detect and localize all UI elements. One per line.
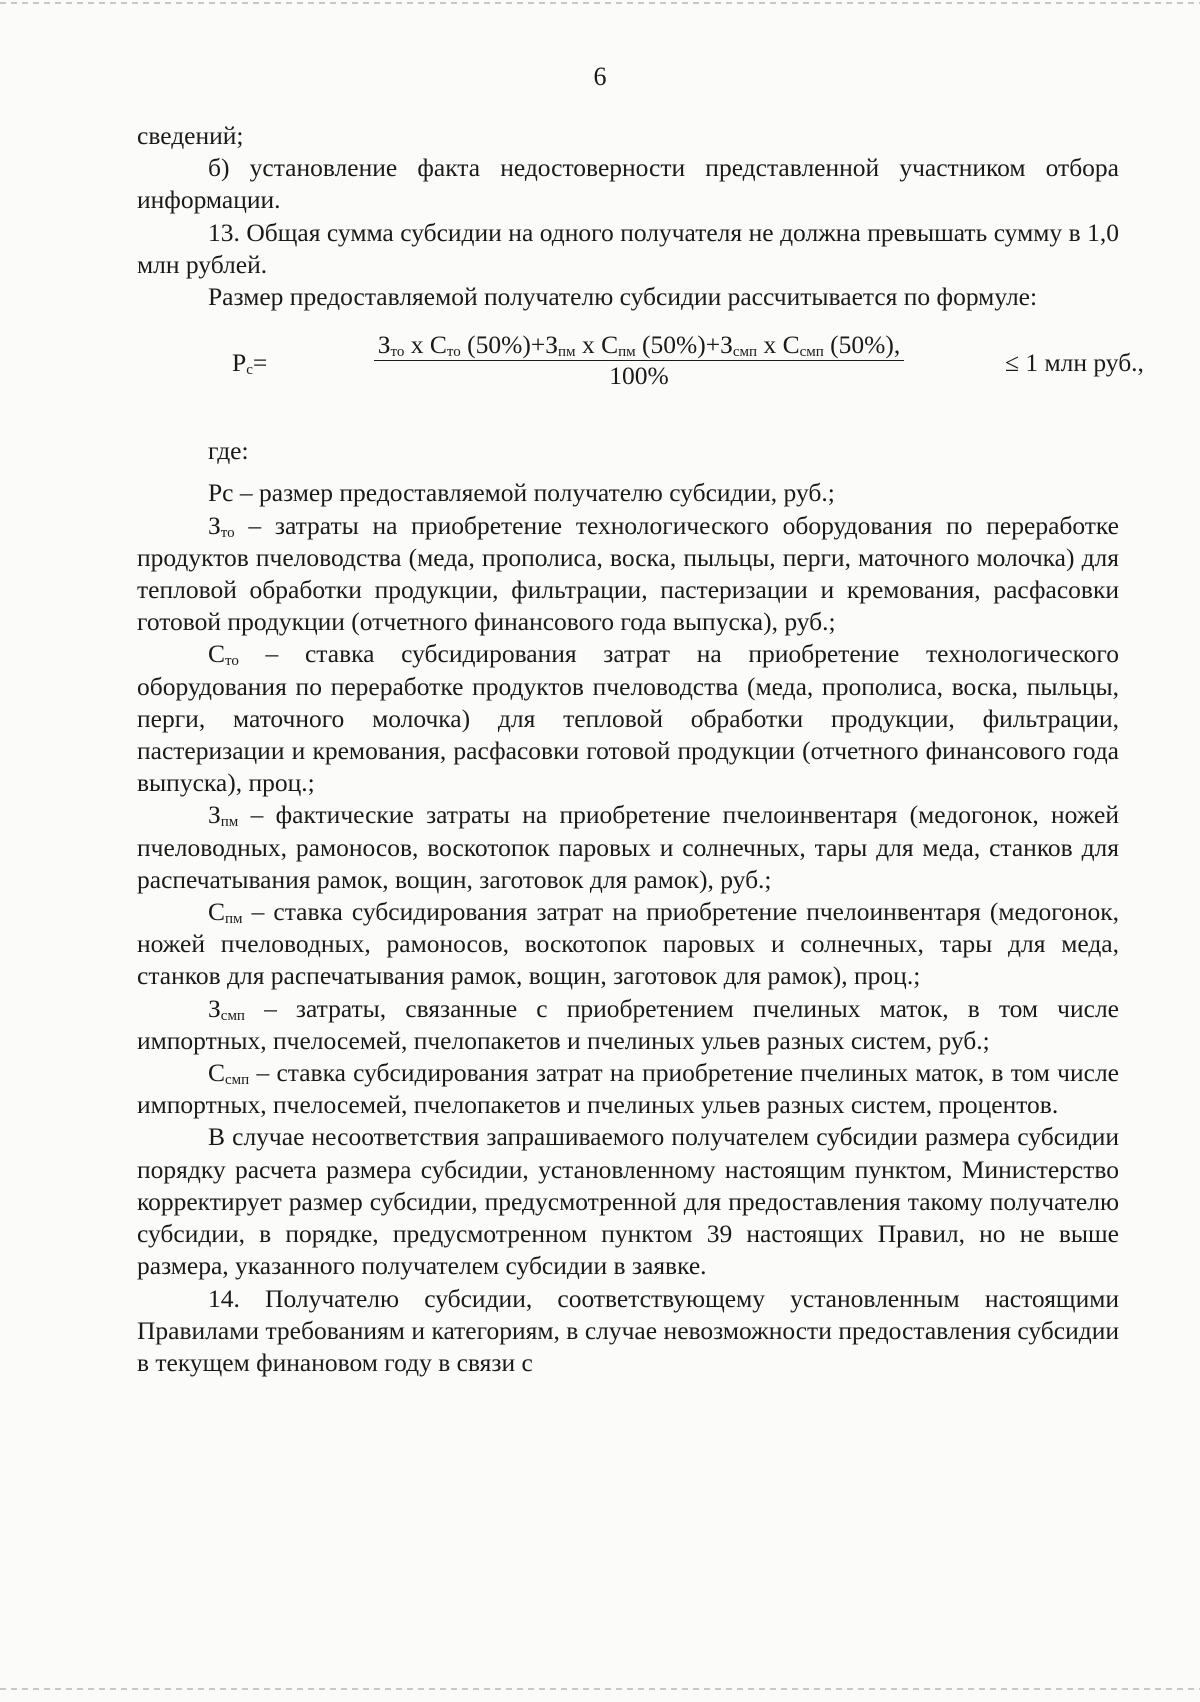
document-body: [137, 120, 1144, 1379]
paragraph-mismatch-correction: В случае несоответствия запрашиваемого получателем субсидии размера субсидии порядку расчета размера субсидии, установленному настоящим пунктом, Министерство корректирует размер субсидии, предусмотренной для предоставления такому получателю субсидии, в порядке, предусмотренном пунктом 39 настоящих Правил, но не выше размера, указанного получателем субсидии в заявке.: [137, 1122, 1119, 1281]
page-number: 6: [593, 62, 607, 91]
definition-sto: $С_{то}$ – ставка субсидирования затрат на приобретение технологического оборудования по переработке продуктов пчеловодства (меда, прополиса, воска, пыльцы, перги, маточного молочка) для тепловой обработки продукции, фильтрации, пастеризации и кремования, расфасовки готовой продукции (отчетного финансового года выпуска), проц.;: [137, 639, 1119, 798]
paragraph-clause-14: 14. Получателю субсидии, соответствующему установленным настоящими Правилами требованиям и категориям, в случае невозможности предоставления субсидии в текущем финановом году в связи с: [137, 1283, 1119, 1377]
paragraph-where: где:: [208, 436, 249, 466]
formula-fraction: [279, 329, 999, 391]
formula-lhs: $P_с=$: [232, 348, 268, 379]
formula-denominator: 100%: [609, 361, 669, 391]
paragraph-clause-13: 13. Общая сумма субсидии на одного получателя не должна превышать сумму в 1,0 млн рублей.: [137, 217, 1119, 279]
definition-pc: Pс – размер предоставляемой получателю субсидии, руб.;: [208, 478, 835, 508]
definition-zto: $З_{то}$ – затраты на приобретение технологического оборудования по переработке продуктов пчеловодства (меда, прополиса, воска, пыльцы, перги, маточного молочка) для тепловой обработки продукции, фильтрации, пастеризации и кремования, расфасовки готовой продукции (отчетного финансового года выпуска), руб.;: [137, 510, 1119, 637]
definition-ssmp: $С_{смп}$ – ставка субсидирования затрат на приобретение пчелиных маток, в том числе импортных, пчелосемей, пчелопакетов и пчелиных ульев разных систем, процентов.: [137, 1058, 1119, 1120]
paragraph-continuation: сведений;: [137, 121, 244, 150]
formula-numerator: $З_{то}$ х $С_{то}$ $(50\%)+З_{пм}$ х $С_{пм}$ $(50\%)+З_{смп}$ х $С_{смп}$ (50%),: [374, 330, 905, 361]
scan-edge-top: [0, 2, 1200, 4]
definition-zsmp: $З_{смп}$ – затраты, связанные с приобретением пчелиных маток, в том числе импортных, пчелосемей, пчелопакетов и пчелиных ульев разных систем, руб.;: [137, 993, 1119, 1055]
definition-zpm: $З_{пм}$ – фактические затраты на приобретение пчелоинвентаря (медогонок, ножей пчеловодных, рамоносов, воскотопок паровых и солнечных, тары для меда, станков для распечатывания рамок, вощин, заготовок для рамок), руб.;: [137, 800, 1119, 894]
scan-edge-bottom: [0, 1688, 1200, 1690]
paragraph-formula-intro: Размер предоставляемой получателю субсидии рассчитывается по формуле:: [208, 282, 1038, 312]
definition-spm: $С_{пм}$ – ставка субсидирования затрат на приобретение пчелоинвентаря (медогонок, ножей пчеловодных, рамоносов, воскотопок паровых и солнечных, тары для меда, станков для распечатывания рамок, вощин, заготовок для рамок), проц.;: [137, 897, 1119, 991]
formula-rhs: ≤ 1 млн руб.,: [1005, 348, 1144, 378]
paragraph-item-b: б) установление факта недостоверности представленной участником отбора информации.: [137, 153, 1119, 215]
subsidy-formula: [137, 329, 1144, 425]
